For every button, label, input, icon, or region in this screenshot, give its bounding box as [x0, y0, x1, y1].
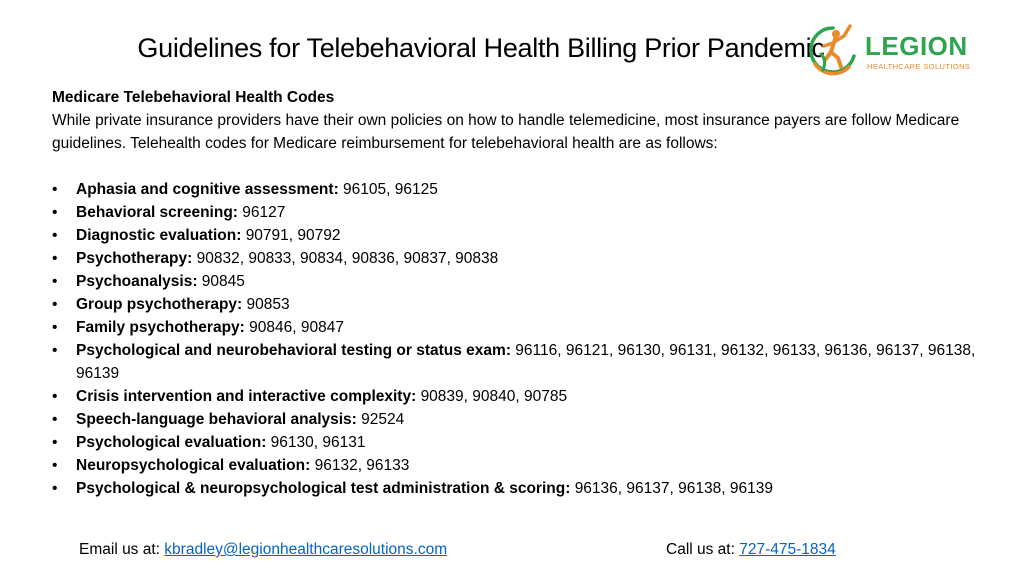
- code-value: 90832, 90833, 90834, 90836, 90837, 90838: [196, 250, 499, 267]
- list-item: [52, 293, 982, 316]
- code-label: Psychological and neurobehavioral testing or status exam:: [76, 342, 511, 359]
- section-heading: Medicare Telebehavioral Health Codes: [52, 89, 335, 106]
- main-content: [52, 86, 982, 500]
- code-label: Psychotherapy:: [76, 250, 193, 267]
- code-label: Group psychotherapy:: [76, 296, 243, 313]
- list-item: [52, 247, 982, 270]
- legion-runner-icon: [805, 20, 861, 82]
- code-value: 90845: [201, 273, 245, 290]
- phone-label: Call us at:: [666, 541, 735, 558]
- code-value: 96105, 96125: [343, 181, 438, 198]
- bullet-icon: •: [52, 480, 58, 497]
- bullet-icon: •: [52, 273, 58, 290]
- code-label: Speech-language behavioral analysis:: [76, 411, 357, 428]
- list-item: [52, 408, 982, 431]
- code-label: Crisis intervention and interactive complexity:: [76, 388, 417, 405]
- code-value: 90846, 90847: [249, 319, 344, 336]
- bullet-icon: •: [52, 457, 58, 474]
- section-intro: While private insurance providers have their own policies on how to handle telemedicine, most insurance payers are follow Medicare guidelines. Telehealth codes for Medicare reimbursement for telebehavioral health are as follows:: [52, 112, 960, 152]
- code-label: Psychological & neuropsychological test administration & scoring:: [76, 480, 571, 497]
- list-item: [52, 201, 982, 224]
- logo-wordmark: LEGION: [865, 31, 968, 61]
- logo-tagline: HEALTHCARE SOLUTIONS: [867, 62, 971, 71]
- code-value: 96130, 96131: [270, 434, 366, 451]
- email-label: Email us at:: [79, 541, 160, 558]
- code-value: 92524: [361, 411, 405, 428]
- phone-link[interactable]: 727-475-1834: [739, 541, 836, 558]
- page-title: Guidelines for Telebehavioral Health Billing Prior Pandemic: [137, 33, 825, 63]
- code-value: 90839, 90840, 90785: [420, 388, 568, 405]
- bullet-icon: •: [52, 434, 58, 451]
- footer-email: [79, 539, 447, 561]
- bullet-icon: •: [52, 342, 58, 359]
- list-item: [52, 316, 982, 339]
- list-item: [52, 454, 982, 477]
- code-value: 90791, 90792: [245, 227, 341, 244]
- code-label: Aphasia and cognitive assessment:: [76, 181, 339, 198]
- code-value: 90853: [246, 296, 290, 313]
- bullet-icon: •: [52, 319, 58, 336]
- code-label: Psychological evaluation:: [76, 434, 267, 451]
- list-item: [52, 270, 982, 293]
- bullet-icon: •: [52, 296, 58, 313]
- bullet-icon: •: [52, 250, 58, 267]
- code-label: Behavioral screening:: [76, 204, 238, 221]
- list-item: [52, 178, 982, 201]
- bullet-icon: •: [52, 388, 58, 405]
- code-value: 96127: [242, 204, 286, 221]
- code-label: Family psychotherapy:: [76, 319, 245, 336]
- list-item: [52, 224, 982, 247]
- code-label: Psychoanalysis:: [76, 273, 198, 290]
- list-item: [52, 431, 982, 454]
- list-item: [52, 477, 982, 500]
- email-link[interactable]: kbradley@legionhealthcaresolutions.com: [164, 541, 448, 558]
- list-item: [52, 339, 982, 385]
- bullet-icon: •: [52, 204, 58, 221]
- code-value: 96116, 96121, 96130, 96131, 96132, 96133, 96136, 96137, 96138, 96139: [76, 342, 976, 382]
- legion-logo: [805, 20, 985, 82]
- code-value: 96136, 96137, 96138, 96139: [574, 480, 773, 497]
- bullet-icon: •: [52, 227, 58, 244]
- footer-phone: [666, 539, 836, 561]
- list-item: [52, 385, 982, 408]
- bullet-icon: •: [52, 181, 58, 198]
- code-list: [52, 178, 982, 500]
- bullet-icon: •: [52, 411, 58, 428]
- code-label: Diagnostic evaluation:: [76, 227, 242, 244]
- code-value: 96132, 96133: [314, 457, 410, 474]
- code-label: Neuropsychological evaluation:: [76, 457, 311, 474]
